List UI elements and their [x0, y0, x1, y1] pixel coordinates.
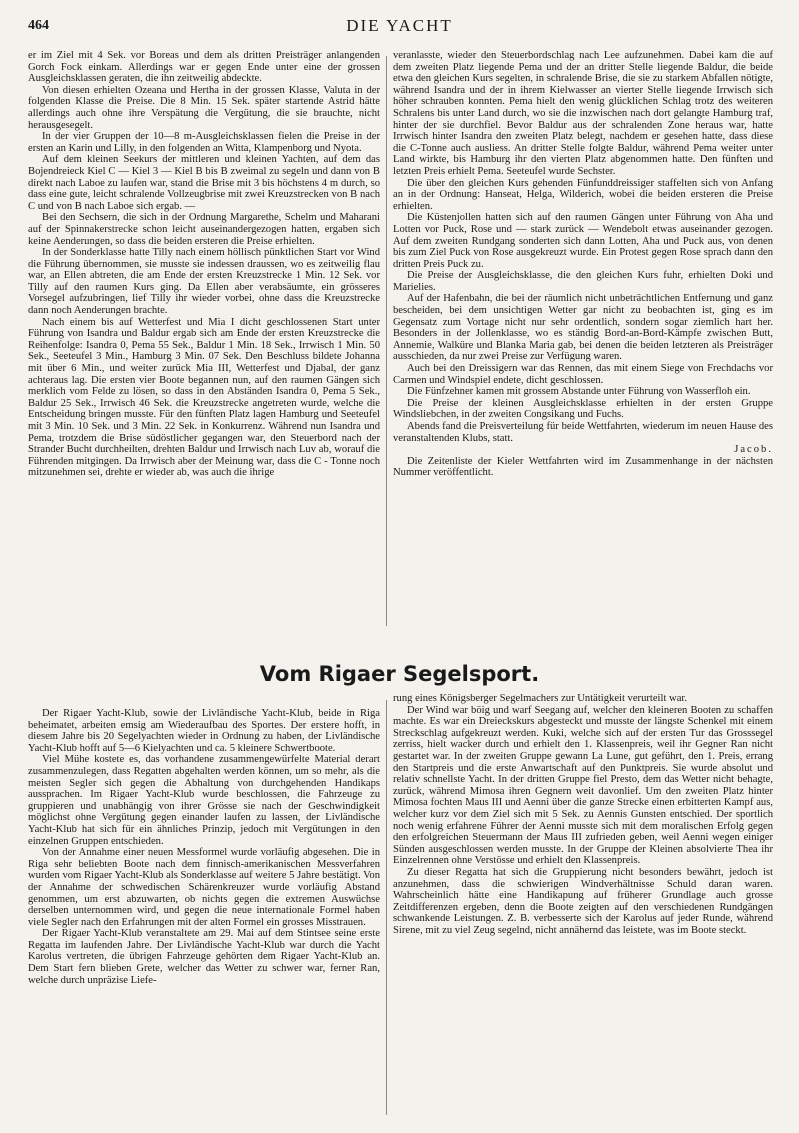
paragraph: Viel Mühe kostete es, das vorhandene zusammengewürfelte Material derart zusammenzulegen, dass Regatten abgehalten werden können, um so mehr, als die meisten Segler sich gegen die Abhaltung von durchgehenden Handikaps aussprachen. Im Rigaer Yacht-Klub wurde beschlossen, die Fahrzeuge zu gruppieren und unabhängig von ihrer Grösse sie nach der Geschwindigkeit möglichst ohne Vergütung gegen einander laufen zu lassen, der Livländische Yacht-Klub hat sich für ein ähnliches Prinzip, jedoch mit Vergütungen in den einzelnen Gruppen entschieden. — [28, 754, 380, 847]
paragraph: In der Sonderklasse hatte Tilly nach einem höllisch pünktlichen Start vor Wind die Führung übernommen, sie musste sie indessen draussen, wo es zeitweilig flau war, an Ellen abtreten, die am Ende der ersten Kreuzstrecke 1 Min. 12 Sek. vor Tilly auf den raumen Kurs ging. Da Ellen aber verabsäumte, ein grösseres Vorsegel aufzubringen, lief Tilly ihr wieder vorbei, ohne dass die Kreuzstrecke dann noch Aenderungen brachte. — [28, 247, 380, 317]
paragraph: Die Fünfzehner kamen mit grossem Abstande unter Führung von Wasserfloh ein. — [407, 386, 751, 398]
page-number: 464 — [28, 18, 49, 33]
column-divider — [386, 56, 387, 626]
running-title: DIE YACHT — [346, 16, 453, 35]
paragraph: er im Ziel mit 4 Sek. vor Boreas und dem als dritten Preisträger anlangenden Gorch Fock einkam. Allerdings war er gegen Ende unter eine der grossen Ausgleichsklassen geraten, die ihn zeitweilig abdeckte. — [28, 50, 380, 85]
paragraph: Von diesen erhielten Ozeana und Hertha in der grossen Klasse, Valuta in der folgenden Klasse die Preise. Die 8 Min. 15 Sek. später startende Astrid hätte allerdings auch ohne ihre Verspätung die Vergütung, die sie brauchte, nicht herausgesegelt. — [28, 84, 380, 131]
paragraph: Die Küstenjollen hatten sich auf den raumen Gängen unter Führung von Aha und Lotten vor Puck, Rose und — stark zurück — Wendebolt etwas auseinander gezogen. Auf dem zweiten Rundgang sonderten sich dann Lotten, Aha und Puck aus, von denen bis zum Ziel Puck von Rose ausgekreuzt wurde. Ein Protest gegen Rose sprach dann den dritten Preis Puck zu. — [393, 212, 773, 270]
paragraph: Nach einem bis auf Wetterfest und Mia I dicht geschlossenen Start unter Führung von Isandra und Baldur ergab sich am Ende der ersten Kreuzstrecke die Reihenfolge: Isandra 0, Pema 55 Sek., Baldur 1 Min. 18 Sek., Irrwisch 1 Min. 50 Sek., Seeteufel 3 Min., Hamburg 3 Min. 07 Sek. Den Beschluss bildete Johanna mit über 6 Min., und weiter zurück Mia III, Wetterfest und Djabal, der ganz achteraus lag. Die ersten vier Boote begannen nun, auf den raumen Gängen sich merklich vom Felde zu lösen, so dass in den Abständen Isandra 0, Pema 5 Sek., Baldur 25 Sek., Irrwisch 46 Sek. die Kreuzstrecke angetreten wurde, welche die Entscheidung bringen musste. Für den fünften Platz lagen Hamburg und Seeteufel mit 3 Min. 10 Sek. und 3 Min. 22 Sek. in Konkurrenz. Während nun Isandra und Pema, trotzdem die Brise südöstlicher gegangen war, den Steuerbord nach der Strander Bucht durchheilten, drehten Baldur und Irrwisch nach Luv ab, worauf die Führenden mitgingen. Da Irrwisch aber der Meinung war, dass die C - Tonne noch mitzunehmen sei, drehte er wieder ab, was auch die ihrige — [28, 316, 380, 479]
paragraph: Die über den gleichen Kurs gehenden Fünfunddreissiger staffelten sich von Anfang an in der Ordnung: Hanseat, Helga, Wilderich, wobei die beiden ersteren die Preise erhielten. — [393, 177, 773, 212]
paragraph: Zu dieser Regatta hat sich die Gruppierung nicht besonders bewährt, jedoch ist anzunehmen, dass die schwierigen Windverhältnisse Schuld daran waren. Wahrscheinlich hätte eine Handikapung auf früherer Grundlage auch grosse Zeitdifferenzen ergeben, denn die Boote zeigten auf den verschiedenen Rundgängen schwankende Leistungen. Z. B. verbesserte sich der Karolus auf jeder Runde, während Sirene, mit zu viel Zeug segelnd, nicht annähernd das leistete, was im Boote steckt. — [393, 866, 773, 936]
paragraph: rung eines Königsberger Segelmachers zur Untätigkeit verurteilt war. — [393, 693, 687, 704]
paragraph: Der Rigaer Yacht-Klub veranstaltete am 29. Mai auf dem Stintsee seine erste Regatta im laufenden Jahre. Der Livländische Yacht-Klub war durch die Yacht Karolus vertreten, die übrigen Fahrzeuge gehörten dem Rigaer Yacht-Klub an. Dem Start fern blieben Grete, welcher das Wetter zu schwer war, ferner Ran, welche durch unpräzise Liefe- — [28, 928, 380, 986]
page-header — [28, 14, 771, 42]
paragraph: Auch bei den Dreissigern war das Rennen, das mit einem Siege von Frechdachs vor Carmen und Windspiel endete, dicht geschlossen. — [393, 363, 773, 386]
paragraph: Die Preise der kleinen Ausgleichsklasse erhielten in der ersten Gruppe Windsliebchen, in der zweiten Congsikang und Fuchs. — [393, 397, 773, 421]
article1-column-right — [393, 50, 773, 628]
article2-column-left — [28, 708, 380, 1118]
editorial-note: Die Zeitenliste der Kieler Wettfahrten wird im Zusammenhange in der nächsten Nummer veröffentlicht. — [393, 455, 773, 479]
paragraph: veranlasste, wieder den Steuerbordschlag nach Lee aufzunehmen. Dabei kam die auf dem zweiten Platz liegende Pema und der an dritter Stelle liegende Baldur, die beide etwa den gleichen Kurs segelten, in schralende Brise, die sie zu starkem Abfallen nötigte, während Isandra und der in ihrem Kielwasser an vierter Stelle liegende Irrwisch sich höher schrauben konnten. Pema hielt den wenig glücklichen Schlag trotz des weiteren Schralens bis unter Land durch, wo sie die inzwischen nach dort gelangte Hamburg traf, hinter der sie durchfiel. Bevor Baldur aus der schralenden Zone heraus war, hatte Irrwisch hinter Isandra den zweiten Platz belegt, nachdem er gesehen hatte, dass diese die C-Tonne auch ausliess. An dritter Stelle folgte Baldur, während Pema weiter unter Land wirkte, bis Hamburg ihr den vierten Platz abgenommen hatte. Den fünften und letzten Preis erhielt Pema. Seeteufel wurde Sechster. — [393, 50, 773, 177]
article2-column-right — [393, 693, 773, 1118]
author-signature: Jacob. — [734, 444, 773, 456]
paragraph: Von der Annahme einer neuen Messformel wurde vorläufig abgesehen. Die in Riga sehr beliebten Boote nach dem finnisch-amerikanischen Messverfahren wurden vom Rigaer Yacht-Klub als Sonderklasse auf weitere 5 Jahre bestätigt. Von der Annahme der schwedischen Schärenkreuzer wurde vorläufig Abstand genommen, um erst abzuwarten, ob nichts gegen die extremen Auswüchse derselben unternommen wird, und gegen die neue internationale Formel haben viele Segler nach den Erfahrungen mit der alten Formel ein grosses Misstrauen. — [28, 847, 380, 928]
paragraph: Bei den Sechsern, die sich in der Ordnung Margarethe, Schelm und Maharani auf der Spinnakerstrecke schon leicht auseinandergezogen hatten, ergaben sich keine Aenderungen, so dass die beiden ersteren die Preise erhielten. — [28, 212, 380, 247]
column-divider — [386, 700, 387, 1115]
paragraph: Auf dem kleinen Seekurs der mittleren und kleinen Yachten, auf dem das Bojendreieck Kiel C — Kiel 3 — Kiel B bis B zweimal zu segeln und dann von B direkt nach Laboe zu laufen war, stand die Brise mit 3 bis höchstens 4 m durch, so dass eine gute, leicht schralende Vollzeugbrise mit zwei Kreuzstrecken von B nach C und von B nach Laboe sich ergab. — — [28, 154, 380, 212]
paragraph: Der Wind war böig und warf Seegang auf, welcher den kleineren Booten zu schaffen machte. Es war ein Dreieckskurs abgesteckt und musste der längste Schenkel mit einem Streckschlag aufgekreuzt werden. Kuki, welche sich auf der ersten Tur das Grosssegel zerriss, hielt wacker durch und erhielt den 1. Klassenpreis, weil ihr Gegner Ran nicht gestartet war. In der zweiten Gruppe gewann La Lune, gut geführt, den 1. Preis, errang den Startpreis und die erste Anwartschaft auf den Punktpreis. Sie wurde absolut und relativ schnellste Yacht. In der dritten Gruppe fiel Presto, dem das Wetter nicht behagte, zurück, während Mimosa ihren Gegnern weit davonlief. Um den zweiten Platz hinter Mimosa fochten Maus III und Aenni über die ganze Strecke einen erbitterten Kampf aus, welcher kurz vor dem Ziel sich mit 5 Sek. zu Aennis Gunsten entschied. Der sportlich noch wenig erfahrene Führer der Aenni musste sich mit dem moralischen Erfolg gegen den erfolgreichen Steuermann der Maus III zufrieden geben, weil Aenni wegen einiger Sünden ausgeschlossen werden musste. In der Gruppe der Kleinen absolvierte Thea ihr Einzelrennen ohne Verstösse und erhielt den Klassenpreis. — [393, 704, 773, 867]
paragraph: Der Rigaer Yacht-Klub, sowie der Livländische Yacht-Klub, beide in Riga beheimatet, arbeiten emsig am Wiederaufbau des Sportes. Der erstere hofft, in diesem Jahre bis 20 Segelyachten wieder in Ordnung zu haben, der Livländische Yacht-Klub hofft auf 5—6 Kielyachten und ca. 5 kleinere Schwertboote. — [28, 708, 380, 754]
paragraph: Auf der Hafenbahn, die bei der räumlich nicht unbeträchtlichen Entfernung und ganz bescheiden, bei dem unsichtigen Wetter gar nicht zu beobachten ist, ging es im Gegensatz zum Vortage nicht nur sehr ordentlich, sondern sogar ziemlich hart her. Besonders in der Jollenklasse, wo es ständig Bord-an-Bord-Kämpfe zwischen Butt, Annemie, Walküre und Blanka Maria gab, bei denen die beiden letzteren als Preisträger ausschieden, da nur zwei Preise zur Verfügung waren. — [393, 293, 773, 363]
article1-column-left — [28, 50, 380, 628]
paragraph: Die Preise der Ausgleichsklasse, die den gleichen Kurs fuhr, erhielten Doki und Marielies. — [393, 270, 773, 293]
article-title: Vom Rigaer Segelsport. — [259, 662, 540, 686]
paragraph: Abends fand die Preisverteilung für beide Wettfahrten, wiederum im neuen Hause des veranstaltenden Klubs, statt. — [393, 421, 773, 444]
paragraph: In der vier Gruppen der 10—8 m-Ausgleichsklassen fielen die Preise in der ersten an Karin und Lilly, in den folgenden an Witta, Klampenborg und Nyota. — [28, 131, 380, 154]
